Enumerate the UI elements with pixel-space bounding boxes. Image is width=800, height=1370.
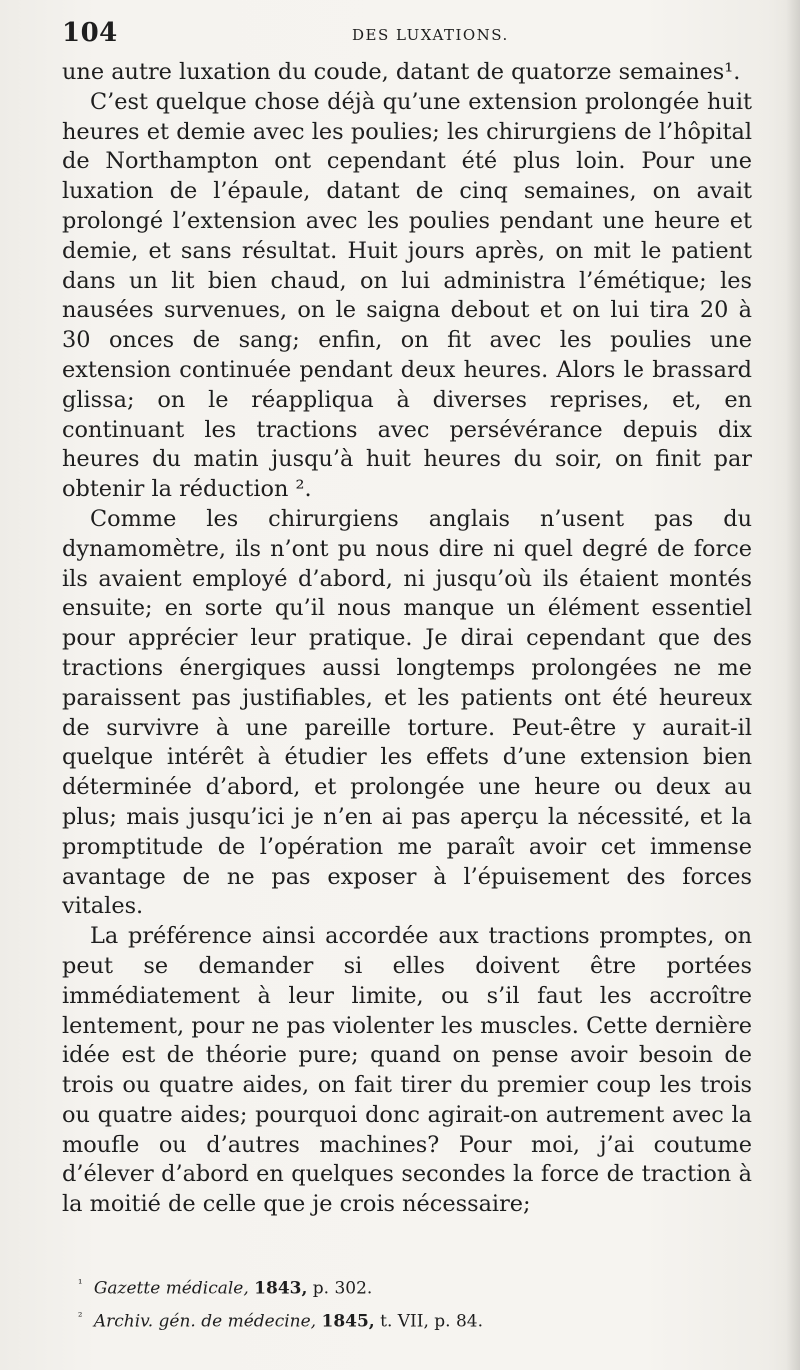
body-text xyxy=(62,58,752,1220)
footnotes xyxy=(62,1270,752,1335)
paragraph: Comme les chirurgiens anglais n’usent pas du dynamomètre, ils n’ont pu nous dire ni quel degré de force ils avaient employé d’abord, ni jusqu’où ils étaient montés ensuite; en sorte qu’il nous manque un élément essentiel pour apprécier leur pratique. Je dirai cependant que des tractions énergiques aussi longtemps prolongées ne me paraissent pas justifiables, et les patients ont été heureux de survivre à une pareille torture. Peut-être y aurait-il quelque intérêt à étudier les effets d’une extension bien déterminée d’abord, et prolongée une heure ou deux au plus; mais jusqu’ici je n’en ai pas aperçu la nécessité, et la promptitude de l’opération me paraît avoir cet immense avantage de ne pas exposer à l’épuisement des forces vitales. xyxy=(62,505,752,920)
paragraph-continuation: une autre luxation du coude, datant de quatorze semaines¹. xyxy=(62,59,741,85)
paragraph: La préférence ainsi accordée aux tractions promptes, on peut se demander si elles doivent être portées immédiatement à leur limite, ou s’il faut les accroître lentement, pour ne pas violenter les muscles. Cette dernière idée est de théorie pure; quand on pense avoir besoin de trois ou quatre aides, on fait tirer du premier coup les trois ou quatre aides; pourquoi donc agirait-on autrement avec la moufle ou d’autres machines? Pour moi, j’ai coutume d’élever d’abord en quelques secondes la force de traction à la moitié de celle que je crois nécessaire; xyxy=(62,923,752,1218)
page-edge-shadow xyxy=(786,0,800,1370)
footnote-year: 1845, xyxy=(321,1311,375,1332)
footnote-mark: ² xyxy=(78,1309,83,1323)
footnote xyxy=(62,1270,752,1303)
page-number: 104 xyxy=(62,18,118,48)
footnote-mark: ¹ xyxy=(78,1277,83,1290)
paragraph: C’est quelque chose déjà qu’une extension prolongée huit heures et demie avec les poulies; les chirurgiens de l’hôpital de Northampton ont cependant été plus loin. Pour une luxation de l’épaule, datant de cinq semaines, on avait prolongé l’extension avec les poulies pendant une heure et demie, et sans résultat. Huit jours après, on mit le patient dans un lit bien chaud, on lui administra l’émétique; les nausées survenues, on le saigna debout et on lui tira 20 à 30 onces de sang; enfin, on fit avec les poulies une extension continuée pendant deux heures. Alors le brassard glissa; on le réappliqua à diverses reprises, et, en continuant les tractions avec persévérance depuis dix heures du matin jusqu’à huit heures du soir, on finit par obtenir la réduction ². xyxy=(62,88,752,503)
footnote-ref: p. 302. xyxy=(312,1278,373,1299)
page-header xyxy=(62,16,762,52)
footnote-ref: t. VII, p. 84. xyxy=(380,1311,484,1332)
footnote-source: Gazette médicale, xyxy=(93,1278,249,1299)
footnote-source: Archiv. gén. de médecine, xyxy=(93,1311,317,1332)
footnote xyxy=(62,1303,752,1336)
running-title: DES LUXATIONS. xyxy=(352,26,509,44)
footnote-year: 1843, xyxy=(254,1278,308,1299)
